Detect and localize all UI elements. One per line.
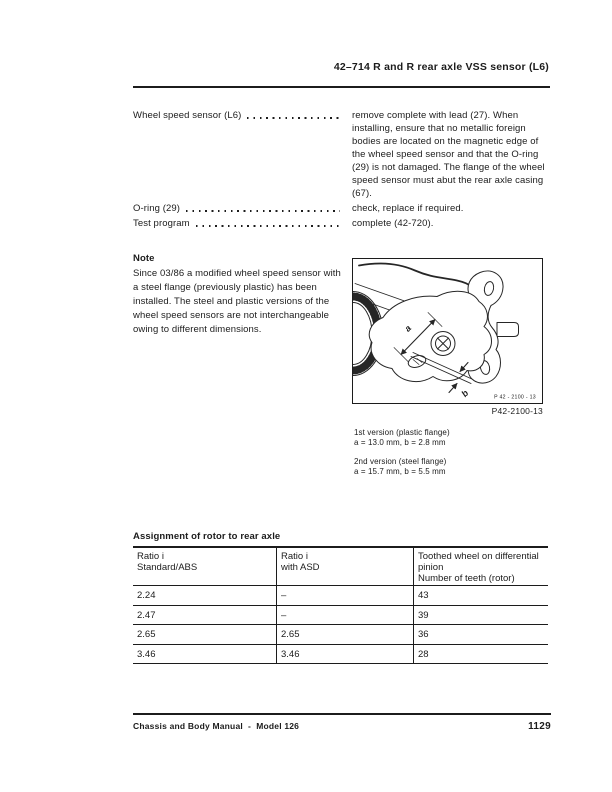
- column-header-toothed-wheel: Toothed wheel on differential pinion Number of teeth (rotor): [413, 548, 548, 585]
- procedure-list: [133, 109, 550, 230]
- procedure-item: [133, 202, 550, 215]
- figure-captions: [354, 428, 545, 477]
- table-row: 2.24 – 43: [133, 586, 548, 606]
- axle-drawing-svg: [353, 259, 542, 403]
- stub-shaft: [497, 323, 519, 337]
- procedure-instruction: check, replace if required.: [352, 203, 464, 214]
- table-row: 2.47 – 39: [133, 606, 548, 626]
- procedure-label-cell: [133, 109, 352, 122]
- column-header-ratio-standard: Ratio i Standard/ABS: [137, 551, 198, 573]
- caption-title: 2nd version (steel flange): [354, 457, 447, 466]
- procedure-instruction: complete (42-720).: [352, 218, 434, 229]
- dim-b-label: b: [459, 387, 471, 399]
- note-body: Since 03/86 a modified wheel speed sensor with a steel flange (previously plastic) has been installed. The steel and plastic versions of the wheel speed sensors are not interchangeable owing to different dimensions.: [133, 268, 341, 335]
- caption-dims: a = 13.0 mm, b = 2.8 mm: [354, 438, 446, 447]
- dim-a-label: a: [402, 323, 414, 334]
- header-rule: [133, 86, 550, 88]
- procedure-label-cell: [133, 202, 352, 215]
- procedure-item: [133, 217, 550, 230]
- sensor-port: [431, 332, 455, 356]
- figure-number: P42-2100-13: [491, 406, 543, 416]
- housing-body: [369, 291, 491, 381]
- figure-caption-version-1: [354, 428, 545, 448]
- dot-leader: [196, 217, 340, 230]
- procedure-label: Test program: [133, 218, 190, 229]
- procedure-item: [133, 109, 550, 200]
- figure-axle-drawing: [352, 258, 543, 404]
- dot-leader: [247, 109, 340, 122]
- table-header-row: [133, 548, 548, 586]
- page-title: 42–714 R and R rear axle VSS sensor (L6): [333, 61, 549, 73]
- footer-rule: [133, 713, 551, 715]
- page-number: 1129: [528, 721, 551, 732]
- procedure-instruction: remove complete with lead (27). When installing, ensure that no metallic foreign bodies are located on the magnetic edge of the wheel speed sensor and that the O-ring (29) is not damaged. The flange of the wheel speed sensor must abut the rear axle casing (67).: [352, 110, 545, 199]
- caption-title: 1st version (plastic flange): [354, 428, 450, 437]
- dot-leader: [186, 202, 340, 215]
- footer: [133, 721, 551, 732]
- table-title: Assignment of rotor to rear axle: [133, 531, 281, 542]
- figure-internal-label: P 42 - 2100 - 13: [494, 394, 536, 401]
- figure-caption-version-2: [354, 457, 545, 477]
- manual-name: Chassis and Body Manual - Model 126: [133, 721, 300, 731]
- table-row: 2.65 2.65 36: [133, 625, 548, 645]
- rotor-assignment-table: [133, 546, 548, 664]
- table-row: 3.46 3.46 28: [133, 645, 548, 664]
- note-heading: Note: [133, 253, 155, 264]
- procedure-label-cell: [133, 217, 352, 230]
- procedure-label: O-ring (29): [133, 203, 181, 214]
- caption-dims: a = 15.7 mm, b = 5.5 mm: [354, 467, 446, 476]
- note-block: [133, 252, 346, 337]
- column-header-ratio-asd: Ratio i with ASD: [276, 548, 413, 585]
- procedure-label: Wheel speed sensor (L6): [133, 110, 242, 121]
